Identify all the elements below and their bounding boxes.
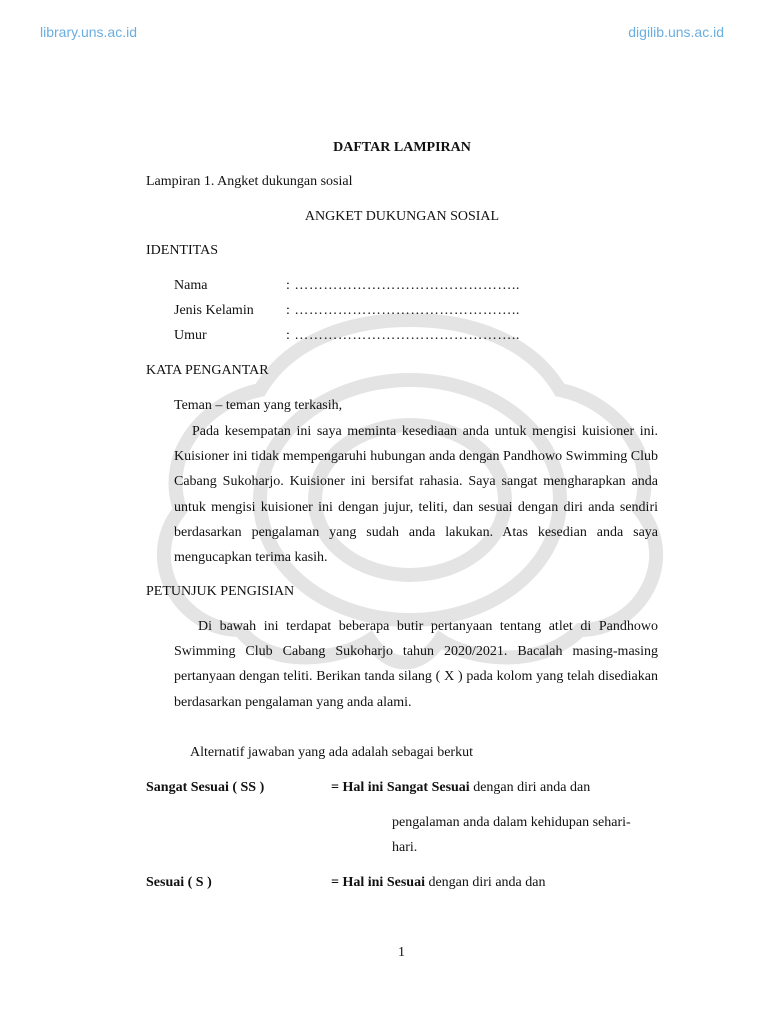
field-value-gender: : ……………………………………….. xyxy=(286,303,520,318)
answer-suffix-s: dengan diri anda dan xyxy=(424,875,546,890)
header-right-link[interactable]: digilib.uns.ac.id xyxy=(628,24,724,40)
answer-suffix-ss: dengan diri anda dan xyxy=(469,780,591,795)
answer-cont2-ss: hari. xyxy=(392,840,418,855)
field-value-age: : ……………………………………….. xyxy=(286,328,520,343)
page-number: 1 xyxy=(398,945,405,960)
questionnaire-title: ANGKET DUKUNGAN SOSIAL xyxy=(304,209,500,224)
answer-prefix-s: = Hal ini xyxy=(331,875,387,890)
answer-bold-s: Sesuai xyxy=(386,875,425,890)
document-title: DAFTAR LAMPIRAN xyxy=(333,140,471,155)
appendix-line: Lampiran 1. Angket dukungan sosial xyxy=(146,174,353,189)
greeting: Teman – teman yang terkasih, xyxy=(174,398,343,413)
field-label-gender: Jenis Kelamin xyxy=(174,303,254,318)
answer-prefix-ss: = Hal ini xyxy=(331,780,387,795)
instructions-paragraph: Di bawah ini terdapat beberapa butir pertanyaan tentang atlet di Pandhowo Swimming Club Cabang Sukoharjo tahun 2020/2021. Bacalah masing-masing pertanyaan dengan teliti. Berikan tanda silang ( X ) pada kolom yang telah disediakan berdasarkan pengalaman yang anda alami. xyxy=(174,619,658,710)
answer-term-ss: Sangat Sesuai ( SS ) xyxy=(146,780,265,795)
answer-desc-ss xyxy=(331,779,590,797)
field-label-name: Nama xyxy=(174,278,208,293)
intro-paragraph: Pada kesempatan ini saya meminta kesediaan anda untuk mengisi kuisioner ini. Kuisioner ini tidak mempengaruhi hubungan anda dengan Pandhowo Swimming Club Cabang Sukoharjo. Kuisioner ini bersifat rahasia. Saya sangat mengharapkan anda untuk mengisi kuisioner ini dengan jujur, teliti, dan sesuai dengan diri anda sendiri berdasarkan pengalaman yang sudah anda lakukan. Atas kesedian anda saya mengucapkan terima kasih. xyxy=(174,424,658,566)
field-label-age: Umur xyxy=(174,328,207,343)
answer-bold-ss: Sangat Sesuai xyxy=(386,780,470,795)
intro-heading: KATA PENGANTAR xyxy=(146,363,269,378)
answer-term-s: Sesuai ( S ) xyxy=(146,875,212,890)
instructions-heading: PETUNJUK PENGISIAN xyxy=(146,584,295,599)
field-value-name: : ……………………………………….. xyxy=(286,278,520,293)
answer-desc-s xyxy=(331,874,545,892)
alternatives-intro: Alternatif jawaban yang ada adalah sebagai berkut xyxy=(190,745,473,760)
header-left-link[interactable]: library.uns.ac.id xyxy=(40,24,138,40)
answer-cont1-ss: pengalaman anda dalam kehidupan sehari- xyxy=(392,815,631,830)
identity-heading: IDENTITAS xyxy=(146,243,218,258)
